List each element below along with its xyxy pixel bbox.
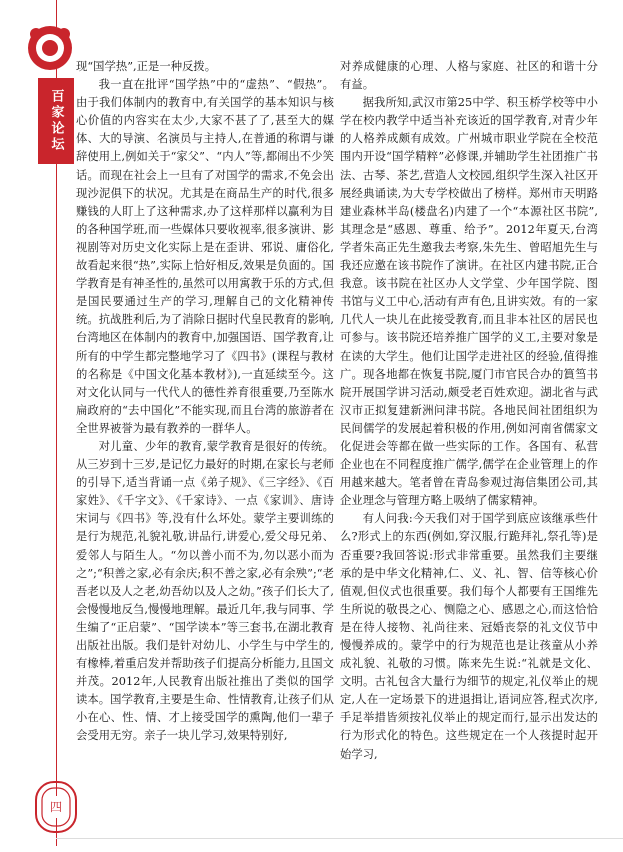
- page-number-ornament: [34, 768, 78, 848]
- section-title-box: [38, 78, 74, 164]
- left-column: [76, 58, 334, 746]
- paragraph: 现“国学热”,正是一种反拨。: [76, 60, 217, 73]
- section-title: 百家论坛: [48, 89, 64, 153]
- right-column: [340, 58, 598, 764]
- paragraph: 对儿童、少年的教育,蒙学教育是很好的传统。从三岁到十三岁,是记忆力最好的时期,在家长与老师的引导下,适当背诵一点《弟子规》、《三字经》、《百家姓》、《千字文》、《千家诗》、一点《家训》、唐诗宋词与《四书》等,没有什么坏处。蒙学主要训练的是行为规范,礼貌礼敬,讲品行,讲爱心,爱父母兄弟、爱邻人与陌生人。“勿以善小而不为,勿以恶小而为之”;“积善之家,必有余庆;积不善之家,必有余殃”;“老吾老以及人之老,幼吾幼以及人之幼。”孩子们长大了,会慢慢地反刍,慢慢地理解。最近几年,我与同事、学生编了“正启蒙”、“国学读本”等三套书,在湖北教育出版社出版。我们是针对幼儿、小学生与中学生的,有橡棒,着重启发并帮助孩子们提高分析能力,且国文并茂。2012年,人民教育出版社推出了类似的国学读本。国学教育,主要是生命、性情教育,让孩子们从小在心、性、情、才上接受国学的熏陶,他们一辈子会受用无穷。亲子一块儿学习,效果特别好,: [76, 439, 334, 743]
- paragraph: 据我所知,武汉市第25中学、积玉桥学校等中小学在校内教学中适当补充该近的国学教育,对青少年的人格养成颇有成效。广州城市职业学院在全校范围内开设“国学精粹”必修课,并辅助学生社团推广书法、古琴、茶艺,营造人文校园,组织学生深入社区开展经典诵读,为大专学校做出了榜样。郑州市天明路建业森林半岛(楼盘名)内建了一个“本源社区书院”,其理念是“感恩、尊重、给予”。2012年夏天,台湾学者朱高正先生邀我去考察,朱先生、曾昭旭先生与我还应邀在该书院作了演讲。在社区内建书院,正合我意。该书院在社区办人文学堂、少年国学院、图书馆与义工中心,活动有声有色,且讲实效。有的一家几代人一块儿在此接受教育,而且非本社区的居民也可参与。该书院还培养推广国学的义工,主要对象是在读的大学生。他们让国学走进社区的经验,值得推广。现各地都在恢复书院,厦门市官民合办的篔筜书院开展国学讲习活动,颇受老百姓欢迎。湖北省与武汉市正拟复建新洲问津书院。各地民间社团组织为民间儒学的发展起着积极的作用,例如河南省儒家文化促进会等都在做一些实际的工作。各国有、私营企业也在不同程度推广儒学,儒学在企业管理上的作用越来越大。笔者曾在青岛参观过海信集团公司,其企业理念与管理方略上吸纳了儒家精神。: [340, 96, 598, 508]
- paragraph: 对养成健康的心理、人格与家庭、社区的和谐十分有益。: [340, 60, 598, 92]
- page-number: 四: [45, 796, 67, 818]
- paragraph: 有人问我:今天我们对于国学到底应该继承些什么?形式上的东西(例如,穿汉服,行跪拜礼,祭孔等)是否重要?我回答说:形式非常重要。虽然我们主要继承的是中华文化精神,仁、义、礼、智、信等核心价值观,但仪式也很重要。我们每个人都要有王国维先生所说的敬畏之心、恻隐之心、感恩之心,而这恰恰是在待人接物、礼尚往来、冠婚丧祭的礼文仪节中慢慢养成的。蒙学中的行为规范也是让孩童从小养成礼貌、礼敬的习惯。陈来先生说:“礼就是文化、文明。古礼包含大量行为细节的规定,礼仪举止的规定,人在一定场景下的进退揖让,语词应答,程式次序,手足举措皆须按礼仪举止的规定而行,显示出发达的行为形式化的特色。这些规定在一个人孩提时起开始学习,: [340, 512, 598, 761]
- paragraph: 我一直在批评“国学热”中的“虚热”、“假热”。由于我们体制内的教育中,有关国学的基本知识与核心价值的内容实在太少,大家不甚了了,甚至大的媒体、大的导演、名演员与主持人,在普通的称谓与谦辞使用上,例如关于“家父”、“内人”等,都闹出不少笑话。而现在社会上一旦有了对国学的需求,不免会出现沙泥俱下的状况。尤其是在商品生产的时代,很多赚钱的人盯上了这种需求,办了这样那样以赢利为目的各种国学班,而一些媒体只要收视率,很多演讲、影视剧等对历史文化实际上是在歪讲、邪说、庸俗化,故看起来很“热”,实际上恰好相反,效果是负面的。国学教育是有神圣性的,虽然可以用寓教于乐的方式,但是国民要通过生产的学习,理解自己的文化精神传统。抗战胜利后,为了消除日据时代皇民教育的影响,台湾地区在体制内的教育中,加强国语、国学教育,让所有的中学生都完整地学习了《四书》(课程与教材的名称是《中国文化基本教材》),一直延续至今。这对文化认同与一代代人的德性养育很重要,乃至陈水扁政府的“去中国化”不能实现,而且台湾的旅游者在全世界被誉为最有教养的一群华人。: [76, 78, 334, 435]
- cloud-ornament-icon: [24, 22, 76, 74]
- sidebar: [0, 0, 80, 846]
- bottom-rule: [56, 838, 623, 839]
